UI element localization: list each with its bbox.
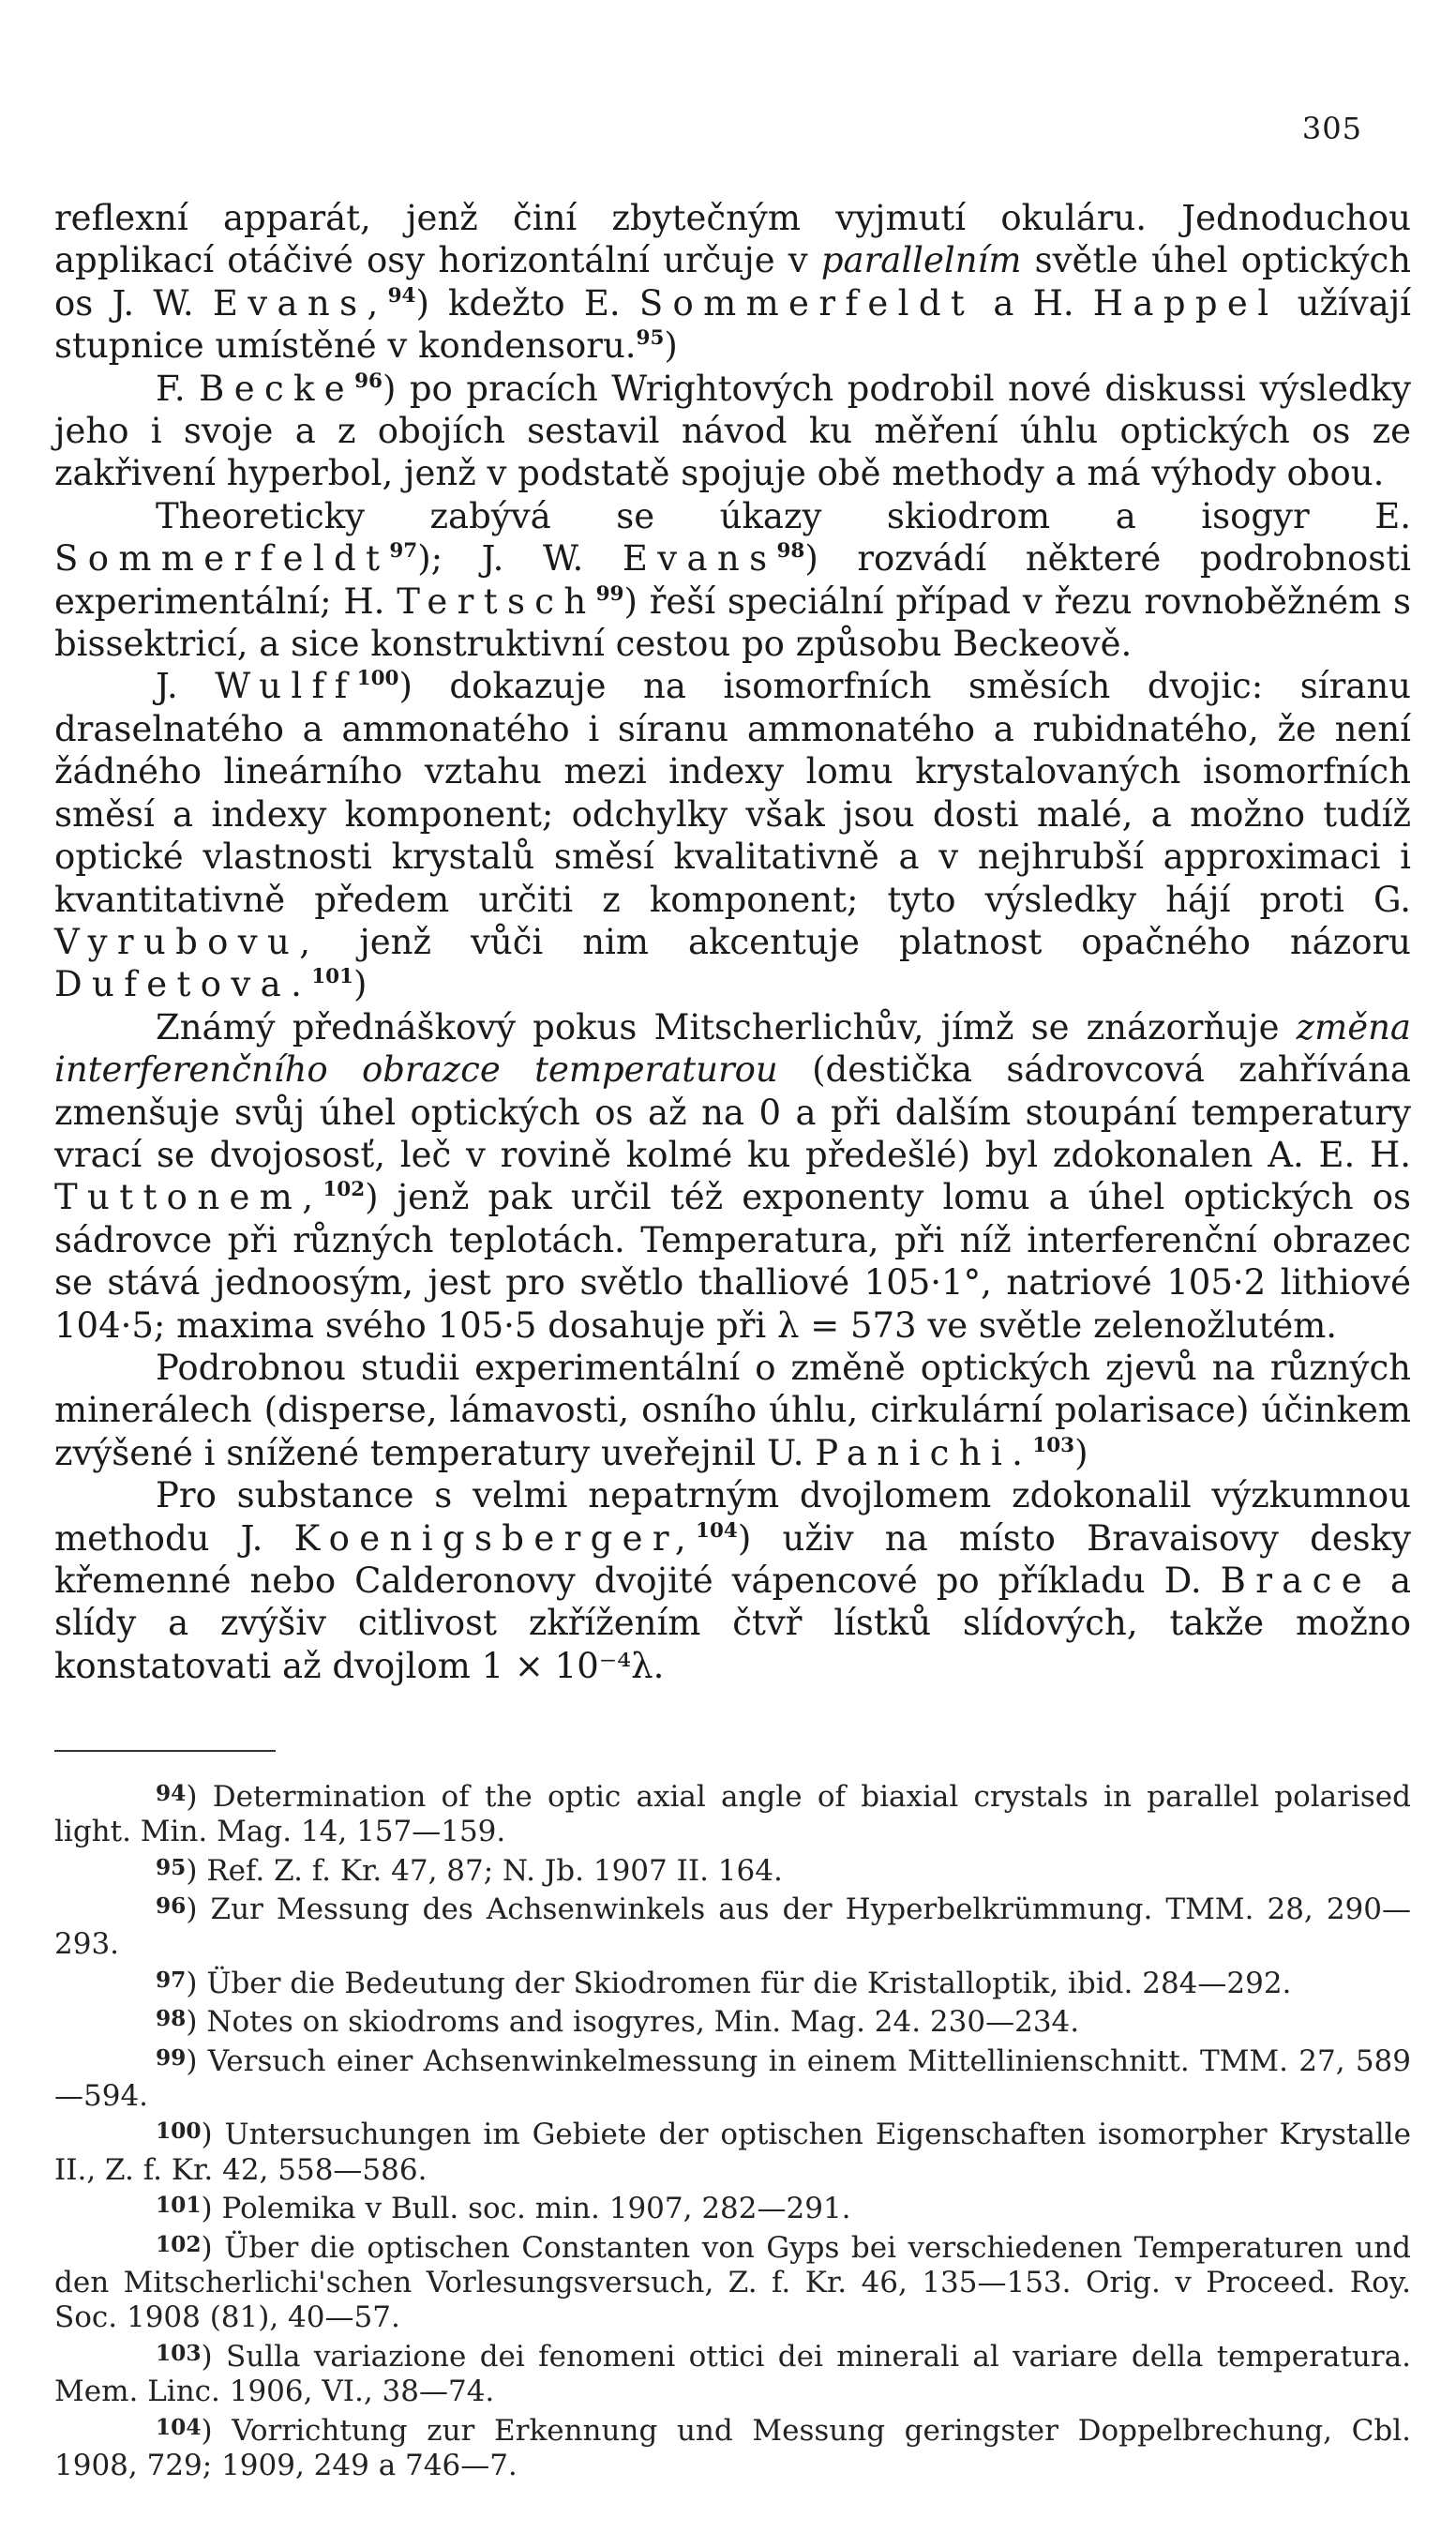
footnote: 100) Untersuchungen im Gebiete der optischen Eigenschaften isomorpher Krystalle II., Z. f. Kr. 42, 558—586. bbox=[54, 2118, 1411, 2187]
footnote: 101) Polemika v Bull. soc. min. 1907, 282—291. bbox=[156, 2192, 851, 2225]
author-name: Wulff bbox=[215, 666, 357, 707]
footnote-ref: 103 bbox=[1032, 1433, 1075, 1457]
text-run: F. bbox=[156, 368, 200, 409]
footnote-text: Über die Bedeutung der Skiodromen für die Kristalloptik, ibid. 284—292. bbox=[206, 1966, 1292, 2000]
text-run: Podrobnou studii experimentální o změně optických zjevů na různých minerálech (disperse, lámavosti, osního úhlu, cirkulární polarisace) účinkem zvýšené i snížené temperatury uveřejnil U. bbox=[54, 1347, 1411, 1473]
footnote-number: 97 bbox=[156, 1967, 187, 1993]
footnote: 95) Ref. Z. f. Kr. 47, 87; N. Jb. 1907 II. 164. bbox=[156, 1853, 783, 1888]
footnote-ref: 104 bbox=[696, 1518, 738, 1543]
text-run: světle úhel optických os J. W. bbox=[54, 240, 1411, 324]
paragraph bbox=[54, 197, 1411, 368]
author-name: Koenigsberger, bbox=[293, 1517, 697, 1559]
author-name: Dufetova. bbox=[54, 964, 312, 1005]
author-name: Tertsch bbox=[397, 580, 596, 622]
text-run: Theoreticky zabývá se úkazy skiodrom a isogyr E. bbox=[156, 495, 1411, 536]
footnote-ref: 96 bbox=[354, 369, 383, 393]
text-run: ) bbox=[1074, 1432, 1088, 1473]
footnote-ref: 99 bbox=[595, 581, 624, 606]
text-run: užívají stupnice umístěné v kondensoru. bbox=[54, 282, 1411, 367]
footnote-number: 104 bbox=[156, 2414, 202, 2440]
footnote-text: Zur Messung des Achsenwinkels aus der Hyperbelkrümmung. TMM. 28, 290—293. bbox=[54, 1892, 1412, 1962]
footnote-number: 94 bbox=[156, 1781, 187, 1806]
paragraph bbox=[54, 1347, 1411, 1474]
footnote: 94) Determination of the optic axial angle of biaxial crystals in parallel polarised light. Min. Mag. 14, 157—159. bbox=[54, 1779, 1411, 1849]
text-run: ) rozvádí některé podrobnosti experimentální; H. bbox=[54, 538, 1411, 622]
footnote-text: Vorrichtung zur Erkennung und Messung geringster Doppelbrechung, Cbl. 1908, 729; 1909, 249 a 746—7. bbox=[54, 2413, 1411, 2482]
footnote: 98) Notes on skiodroms and isogyres, Min. Mag. 24. 230—234. bbox=[156, 2005, 1080, 2040]
footnote-text: Determination of the optic axial angle of biaxial crystals in parallel polarised light. Min. Mag. 14, 157—159. bbox=[54, 1779, 1411, 1849]
text-run: reflexní apparát, jenž činí zbytečným vyjmutí okuláru. Jednoduchou applikací otáčivé osy horizontální určuje v bbox=[54, 198, 1411, 281]
footnote-text: Polemika v Bull. soc. min. 1907, 282—291. bbox=[221, 2192, 851, 2225]
author-name: Becke bbox=[199, 368, 355, 409]
footnote-ref: 100 bbox=[356, 667, 399, 691]
footnote-number: 96 bbox=[156, 1893, 187, 1920]
footnote-ref: 102 bbox=[323, 1178, 366, 1202]
text-run: ) bbox=[353, 964, 368, 1005]
footnote: 97) Über die Bedeutung der Skiodromen für die Kristalloptik, ibid. 284—292. bbox=[156, 1966, 1292, 2000]
author-name: Tuttonem, bbox=[54, 1177, 323, 1218]
footnote-ref: 94 bbox=[387, 283, 416, 308]
text-run: ) dokazuje na isomorfních směsích dvojic: síranu draselnatého a ammonatého i síranu ammonatého a rubidnatého, že není žádného lineárního vztahu mezi indexy lomu krystalovaných isomorfních směsí a indexy komponent; odchylky však jsou dosti malé, a možno tudíž optické vlastnosti krystalů směsí kvalitativně a v nejhrubší approximaci i kvantitativně předem určiti z komponent; tyto výsledky hájí proti G. bbox=[54, 666, 1411, 920]
footnote: 104) Vorrichtung zur Erkennung und Messung geringster Doppelbrechung, Cbl. 1908, 729; 1909, 249 a 746—7. bbox=[54, 2413, 1411, 2482]
author-name: Sommerfeldt bbox=[638, 282, 975, 324]
author-name: Vyrubovu, bbox=[54, 921, 321, 962]
footnote: 96) Zur Messung des Achsenwinkels aus der Hyperbelkrümmung. TMM. 28, 290—293. bbox=[54, 1892, 1412, 1962]
footnote-ref: 97 bbox=[389, 539, 418, 564]
emphasis: parallelním bbox=[820, 240, 1022, 281]
paragraph bbox=[54, 1474, 1411, 1687]
footnote-text: Versuch einer Achsenwinkelmessung in einem Mittellinienschnitt. TMM. 27, 589—594. bbox=[54, 2043, 1411, 2113]
main-text bbox=[54, 197, 1411, 1687]
text-run: a H. bbox=[974, 282, 1093, 324]
footnotes bbox=[54, 1776, 1411, 2483]
footnote-number: 99 bbox=[156, 2044, 187, 2071]
footnote: 99) Versuch einer Achsenwinkelmessung in einem Mittellinienschnitt. TMM. 27, 589—594. bbox=[54, 2043, 1411, 2113]
paragraph bbox=[54, 1006, 1411, 1347]
author-name: Evans, bbox=[212, 282, 388, 324]
text-run: ) po pracích Wrightových podrobil nové diskussi výsledky jeho i svoje a z obojích sestavil návod ku měření úhlu optických os ze zakřivení hyperbol, jenž v podstatě spojuje obě methody a má výhody obou. bbox=[54, 368, 1411, 494]
author-name: Sommerfeldt bbox=[54, 538, 390, 580]
footnote: 103) Sulla variazione dei fenomeni ottici dei minerali al variare della temperatura. Mem. Linc. 1906, VI., 38—74. bbox=[54, 2339, 1411, 2409]
author-name: Panichi. bbox=[815, 1432, 1033, 1473]
text-run: a slídy a zvýšiv citlivost zkřížením čtvř lístků slídových, takže možno konstatovati až dvojlom 1 × 10⁻⁴λ. bbox=[54, 1560, 1412, 1686]
text-run: ) kdežto E. bbox=[415, 282, 639, 324]
footnote: 102) Über die optischen Constanten von Gyps bei verschiedenen Temperaturen und den Mitscherlichi'schen Vorlesungsversuch, Z. f. Kr. 46, 135—153. Orig. v Proceed. Roy. Soc. 1908 (81), 40—57. bbox=[54, 2230, 1412, 2335]
footnote-text: Ref. Z. f. Kr. 47, 87; N. Jb. 1907 II. 164. bbox=[206, 1853, 783, 1888]
author-name: Brace bbox=[1220, 1560, 1372, 1601]
text-run: ) řeší speciální případ v řezu rovnoběžném s bissektricí, a sice konstruktivní cestou po způsobu Beckeově. bbox=[54, 580, 1412, 665]
text-run: ) jenž pak určil též exponenty lomu a úhel optických os sádrovce při různých teplotách. Temperatura, při níž interferenční obrazec se stává jednoosým, jest pro světlo thalliové 105·1°, natriové 105·2 lithiové 104·5; maxima svého 105·5 dosahuje při λ = 573 ve světle zelenožlutém. bbox=[54, 1177, 1411, 1346]
text-run: (destička sádrovcová zahřívána zmenšuje svůj úhel optických os až na 0 a při dalším stoupání temperatury vrací se dvojososť, leč v rovině kolmé ku předešlé) byl zdokonalen A. E. H. bbox=[54, 1049, 1411, 1175]
author-name: Happel bbox=[1092, 282, 1279, 324]
text-run: ) uživ na místo Bravaisovy desky křemenné nebo Calderonovy dvojité vápencové po příkladu D. bbox=[54, 1517, 1411, 1601]
footnote-number: 95 bbox=[156, 1854, 187, 1880]
paragraph bbox=[54, 495, 1411, 666]
footnote-number: 98 bbox=[156, 2006, 187, 2032]
footnote-divider bbox=[54, 1750, 276, 1752]
footnote-number: 101 bbox=[156, 2193, 202, 2219]
footnote-text: Notes on skiodroms and isogyres, Min. Mag. 24. 230—234. bbox=[206, 2005, 1080, 2040]
text-run: J. bbox=[156, 666, 216, 707]
footnote-number: 102 bbox=[156, 2231, 202, 2257]
footnote-number: 103 bbox=[156, 2340, 202, 2366]
footnote-text: Untersuchungen im Gebiete der optischen Eigenschaften isomorpher Krystalle II., Z. f. Kr. 42, 558—586. bbox=[54, 2118, 1411, 2187]
page-number: 305 bbox=[1301, 111, 1362, 146]
paragraph bbox=[54, 368, 1411, 495]
text-run: ); J. W. bbox=[417, 538, 623, 580]
footnote-ref: 95 bbox=[636, 326, 665, 351]
paragraph bbox=[54, 665, 1411, 1005]
text-run: Pro substance s velmi nepatrným dvojlomem zdokonalil výzkumnou methodu J. bbox=[54, 1475, 1411, 1559]
author-name: Evans bbox=[622, 538, 777, 580]
footnote-ref: 98 bbox=[776, 539, 805, 564]
emphasis: změna interferenčního obrazce temperaturou bbox=[54, 1006, 1411, 1091]
footnote-text: Über die optischen Constanten von Gyps bei verschiedenen Temperaturen und den Mitscherlichi'schen Vorlesungsversuch, Z. f. Kr. 46, 135—153. Orig. v Proceed. Roy. Soc. 1908 (81), 40—57. bbox=[54, 2230, 1412, 2335]
text-run: ) bbox=[664, 325, 678, 367]
text-run: jenž vůči nim akcentuje platnost opačného názoru bbox=[320, 921, 1411, 962]
footnote-text: Sulla variazione dei fenomeni ottici dei minerali al variare della temperatura. Mem. Linc. 1906, VI., 38—74. bbox=[54, 2339, 1411, 2409]
footnote-ref: 101 bbox=[311, 965, 353, 989]
footnote-number: 100 bbox=[156, 2118, 202, 2145]
text-run: Známý přednáškový pokus Mitscherlichův, jímž se znázorňuje bbox=[156, 1006, 1297, 1048]
